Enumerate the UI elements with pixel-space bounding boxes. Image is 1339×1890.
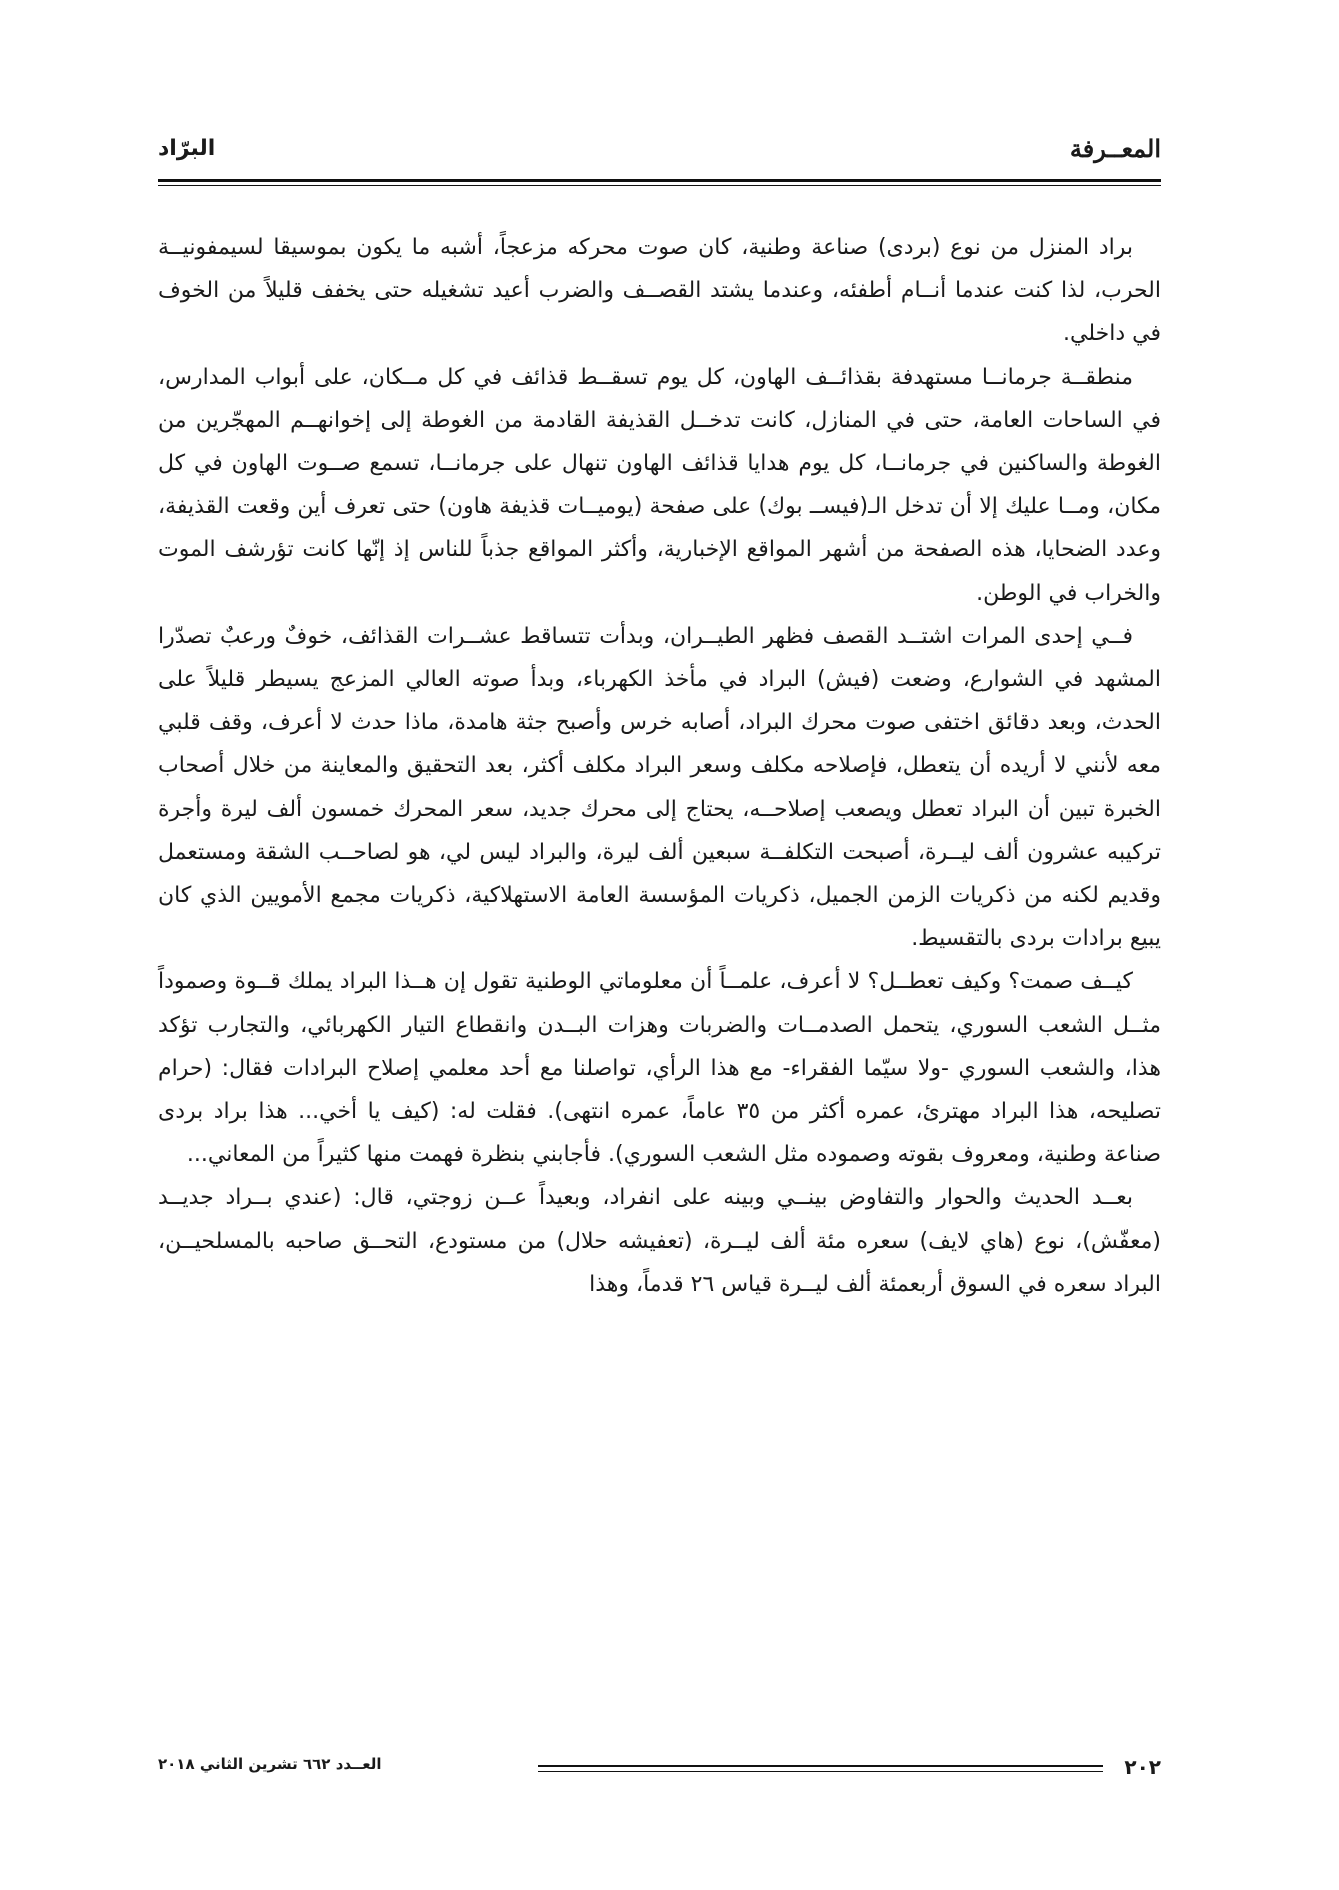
page-number: ٢٠٢ bbox=[1124, 1755, 1161, 1779]
paragraph: براد المنزل من نوع (بردى) صناعة وطنية، كان صوت محركه مزعجاً، أشبه ما يكون بموسيقا لسيمفونيــة الحرب، لذا كنت عندما أنــام أطفئه، وعندما يشتد القصــف والضرب أعيد تشغيله حتى يخفف قليلاً من الخوف في داخلي. bbox=[158, 235, 1161, 347]
header-divider bbox=[158, 179, 1161, 182]
header-divider-thin bbox=[158, 185, 1161, 186]
issue-info: العــدد ٦٦٢ تشرين الثاني ٢٠١٨ bbox=[158, 1755, 382, 1773]
article-title: البرّاد bbox=[158, 136, 216, 161]
paragraph: كيــف صمت؟ وكيف تعطــل؟ لا أعرف، علمــاً أن معلوماتي الوطنية تقول إن هــذا البراد يملك قــوة وصموداً مثــل الشعب السوري، يتحمل الصدمــات والضربات وهزات البــدن وانقطاع التيار الكهربائي، والتجارب تؤكد هذا، والشعب السوري -ولا سيّما الفقراء- مع هذا الرأي، تواصلنا مع أحد معلمي إصلاح البرادات فقال: (حرام تصليحه، هذا البراد مهترئ، عمره أكثر من ٣٥ عاماً، عمره انتهى). فقلت له: (كيف يا أخي... هذا براد بردى صناعة وطنية، ومعروف بقوته وصموده مثل الشعب السوري). فأجابني بنظرة فهمت منها كثيراً من المعاني... bbox=[158, 969, 1161, 1168]
article-body bbox=[158, 226, 1161, 1306]
page-footer bbox=[158, 1755, 1161, 1785]
paragraph: منطقــة جرمانــا مستهدفة بقذائــف الهاون، كل يوم تسقــط قذائف في كل مــكان، على أبواب المدارس، في الساحات العامة، حتى في المنازل، كانت تدخــل القذيفة القادمة من الغوطة إلى إخوانهــم المهجّرين من الغوطة والساكنين في جرمانــا، كل يوم هدايا قذائف الهاون تنهال على جرمانــا، تسمع صــوت الهاون في كل مكان، ومــا عليك إلا أن تدخل الـ(فيســ بوك) على صفحة (يوميــات قذيفة هاون) حتى تعرف أين وقعت القذيفة، وعدد الضحايا، هذه الصفحة من أشهر المواقع الإخبارية، وأكثر المواقع جذباً للناس إذ إنّها كانت تؤرشف الموت والخراب في الوطن. bbox=[158, 364, 1161, 606]
paragraph: بعــد الحديث والحوار والتفاوض بينــي وبينه على انفراد، وبعيداً عــن زوجتي، قال: (عندي بــراد جديــد (معفّش)، نوع (هاي لايف) سعره مئة ألف ليــرة، (تعفيشه حلال) من مستودع، التحــق صاحبه بالمسلحيــن، البراد سعره في السوق أربعمئة ألف ليــرة قياس ٢٦ قدماً، وهذا bbox=[158, 1185, 1161, 1297]
paragraph: فــي إحدى المرات اشتــد القصف فظهر الطيــران، وبدأت تتساقط عشــرات القذائف، خوفٌ ورعبٌ تصدّرا المشهد في الشوارع، وضعت (فيش) البراد في مأخذ الكهرباء، وبدأ صوته العالي المزعج يسيطر قليلاً على الحدث، وبعد دقائق اختفى صوت محرك البراد، أصابه خرس وأصبح جثة هامدة، ماذا حدث لا أعرف، وقف قلبي معه لأنني لا أريده أن يتعطل، فإصلاحه مكلف وسعر البراد مكلف أكثر، بعد التحقيق والمعاينة من خلال أصحاب الخبرة تبين أن البراد تعطل ويصعب إصلاحــه، يحتاج إلى محرك جديد، سعر المحرك خمسون ألف ليرة وأجرة تركيبه عشرون ألف ليــرة، أصبحت التكلفــة سبعين ألف ليرة، والبراد ليس لي، هو لصاحــب الشقة ومستعمل وقديم لكنه من ذكريات الزمن الجميل، ذكريات المؤسسة العامة الاستهلاكية، ذكريات مجمع الأمويين الذي كان يبيع برادات بردى بالتقسيط. bbox=[158, 623, 1161, 952]
journal-name: المعــرفة bbox=[1069, 134, 1161, 163]
running-header bbox=[158, 130, 1161, 174]
footer-divider bbox=[538, 1765, 1103, 1772]
